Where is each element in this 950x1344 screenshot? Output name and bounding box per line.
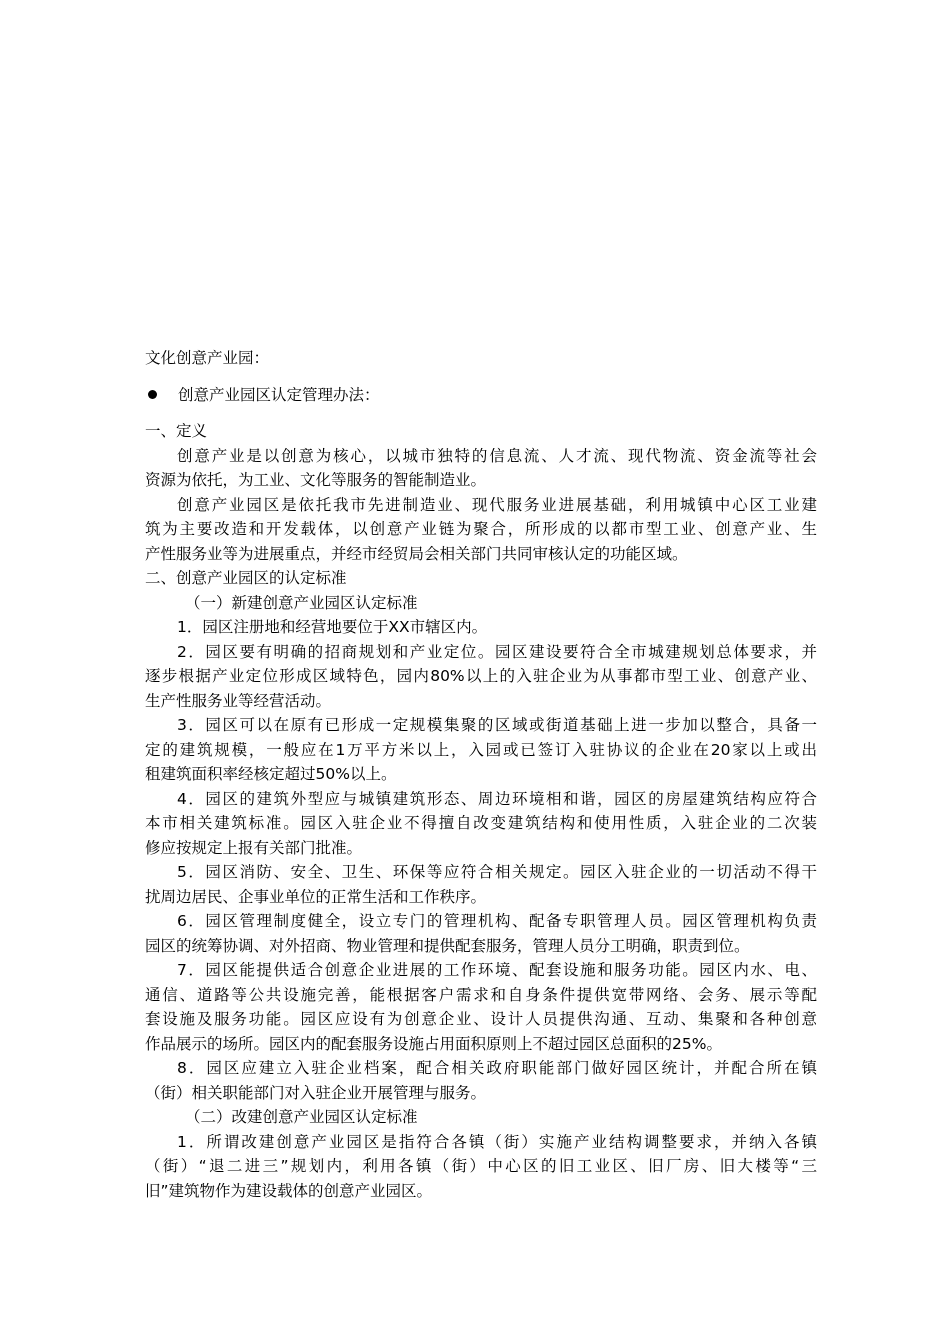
section-title: 二、创意产业园区的认定标准: [145, 569, 347, 587]
item-line: 5．园区消防、安全、卫生、环保等应符合相关规定。园区入驻企业的一切活动不得干: [177, 863, 817, 881]
item-line: 定的建筑规模，一般应在1万平方米以上，入园或已签订入驻协议的企业在20家以上或出: [145, 740, 817, 759]
item-line: 3．园区可以在原有已形成一定规模集聚的区域或街道基础上进一步加以整合，具备一: [177, 716, 817, 734]
item-line: 逐步根据产业定位形成区域特色，园内80%以上的入驻企业为从事都市型工业、创意产业、: [145, 667, 817, 685]
item-line: 租建筑面积率经核定超过50%以上。: [145, 765, 397, 783]
doc-heading: 文化创意产业园：: [145, 349, 270, 367]
item-line: 修应按规定上报有关部门批准。: [145, 838, 363, 857]
item-line: 2．园区要有明确的招商规划和产业定位。园区建设要符合全市城建规划总体要求，并: [177, 642, 817, 661]
item-line: 生产性服务业等经营活动。: [145, 691, 332, 710]
bullet-item: [145, 383, 817, 408]
item-line: 园区的统筹协调、对外招商、物业管理和提供配套服务，管理人员分工明确，职责到位。: [145, 936, 750, 955]
subsection-title: （一）新建创意产业园区认定标准: [185, 593, 418, 612]
item-line: 1．所谓改建创意产业园区是指符合各镇（街）实施产业结构调整要求，并纳入各镇: [177, 1132, 817, 1151]
paragraph-line: 创意产业园区是依托我市先进制造业、现代服务业进展基础，利用城镇中心区工业建: [177, 495, 817, 514]
subsection-title: （二）改建创意产业园区认定标准: [185, 1108, 418, 1126]
section-title: 一、定义: [145, 422, 208, 440]
paragraph-line: 资源为依托，为工业、文化等服务的智能制造业。: [145, 471, 487, 489]
document-page: [145, 346, 817, 1203]
item-line: （街）相关职能部门对入驻企业开展管理与服务。: [145, 1083, 487, 1102]
paragraph-line: 创意产业是以创意为核心，以城市独特的信息流、人才流、现代物流、资金流等社会: [177, 446, 817, 465]
item-line: 4．园区的建筑外型应与城镇建筑形态、周边环境相和谐，园区的房屋建筑结构应符合: [177, 789, 817, 808]
paragraph-line: 产性服务业等为进展重点，并经市经贸局会相关部门共同审核认定的功能区域。: [145, 544, 688, 563]
item-line: 1．园区注册地和经营地要位于XX市辖区内。: [177, 618, 488, 636]
item-line: 套设施及服务功能。园区应设有为创意企业、设计人员提供沟通、互动、集聚和各种创意: [145, 1010, 817, 1028]
bullet-dot-icon: [148, 390, 157, 399]
bullet-heading: 创意产业园区认定管理办法：: [178, 385, 380, 404]
item-line: 扰周边居民、企事业单位的正常生活和工作秩序。: [145, 887, 487, 906]
item-line: （街）“退二进三”规划内，利用各镇（街）中心区的旧工业区、旧厂房、旧大楼等“三: [145, 1157, 817, 1175]
item-line: 本市相关建筑标准。园区入驻企业不得擅自改变建筑结构和使用性质，入驻企业的二次装: [145, 814, 817, 832]
item-line: 作品展示的场所。园区内的配套服务设施占用面积原则上不超过园区总面积的25%。: [145, 1034, 722, 1053]
item-line: 7．园区能提供适合创意企业进展的工作环境、配套设施和服务功能。园区内水、电、: [177, 961, 817, 979]
item-line: 6．园区管理制度健全，设立专门的管理机构、配备专职管理人员。园区管理机构负责: [177, 912, 817, 930]
paragraph-line: 筑为主要改造和开发载体，以创意产业链为聚合，所形成的以都市型工业、创意产业、生: [145, 520, 817, 538]
item-line: 旧”建筑物作为建设载体的创意产业园区。: [145, 1181, 433, 1200]
item-line: 通信、道路等公共设施完善，能根据客户需求和自身条件提供宽带网络、会务、展示等配: [145, 985, 817, 1004]
item-line: 8．园区应建立入驻企业档案，配合相关政府职能部门做好园区统计，并配合所在镇: [177, 1059, 817, 1077]
